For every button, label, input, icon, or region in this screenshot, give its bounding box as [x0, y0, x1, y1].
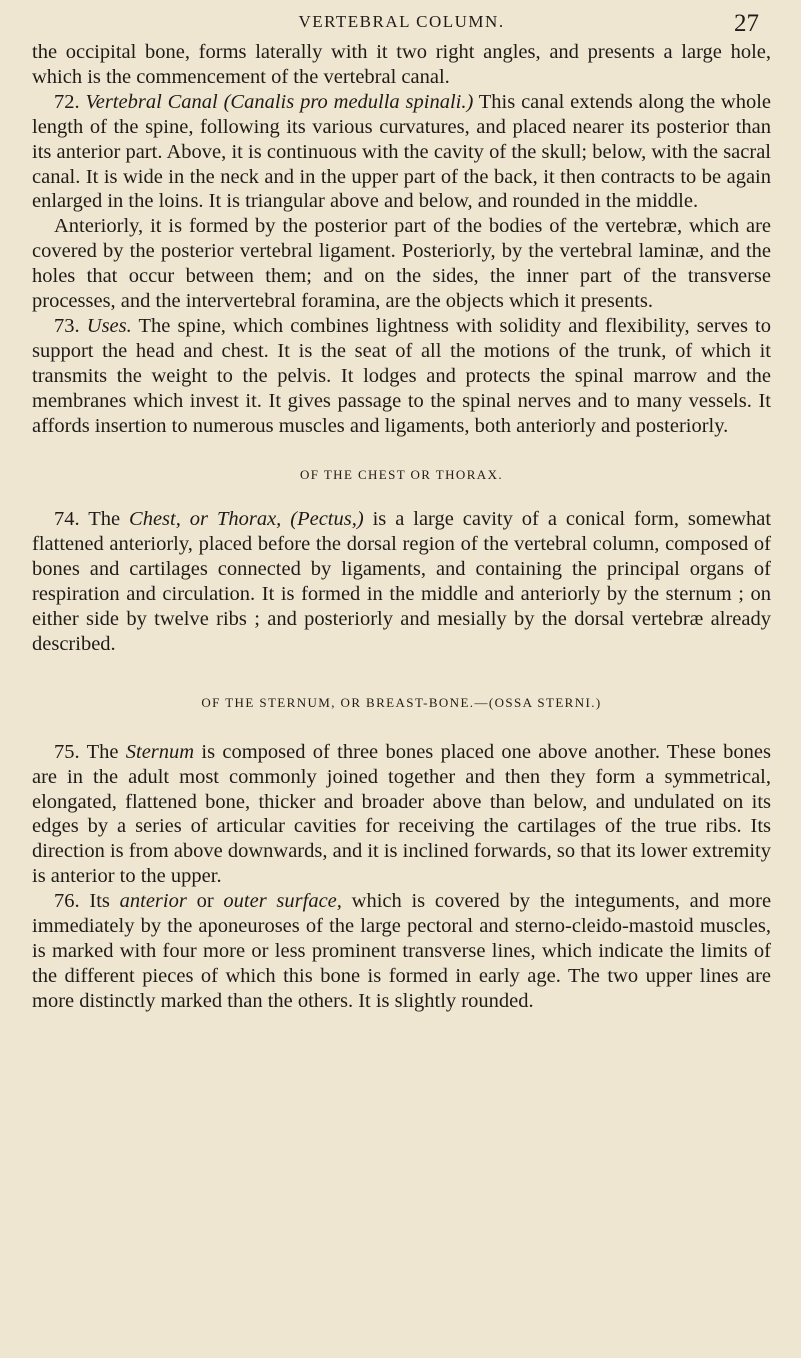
paragraph-72b — [32, 214, 771, 314]
section-heading-chest: OF THE CHEST OR THORAX. — [299, 466, 504, 482]
paragraph-76-anterior: anterior — [119, 890, 187, 913]
page-number: 27 — [734, 10, 759, 37]
paragraph-76 — [32, 889, 771, 1014]
running-header — [32, 10, 771, 40]
paragraph-72-text-a: This canal extends along the whole length of the spine, following its various curvatures, and placed nearer its posterior than its anterior part. Above, it is continuous with the cavity of the skull; below, with the sacral canal. It is wide in the neck and in the upper part of the back, it then contracts to be again enlarged in the loins. It is triangular above and below, and rounded in the middle. — [32, 90, 772, 213]
paragraph-73 — [32, 314, 771, 439]
paragraph-72-latin: (Canalis pro medulla spinali.) — [223, 90, 474, 113]
paragraph-76-outer: outer surface, — [223, 890, 342, 913]
paragraph-76-or: or — [196, 890, 214, 913]
paragraph-74 — [32, 507, 771, 656]
paragraph-72-text-b: Anteriorly, it is formed by the posterior part of the bodies of the vertebræ, which are covered by the posterior vertebral ligament. Posteriorly, by the vertebral laminæ, and the holes that occur between them; and on the sides, the inner part of the transverse processes, and the intervertebral foramina, are the objects which it presents. — [32, 215, 771, 313]
paragraph-75-sternum: Sternum — [125, 740, 195, 763]
paragraph-74-number: 74. — [54, 508, 80, 531]
paragraph-73-text: The spine, which combines lightness with solidity and flexibility, serves to support the head and chest. It is the seat of all the motions of the trunk, of which it transmits the weight to the pelvis. It lodges and protects the spinal marrow and the membranes which invest it. It gives passage to the spinal nerves and to many vessels. It affords insertion to numerous muscles and ligaments, both anteriorly and posteriorly. — [32, 314, 772, 437]
paragraph-76-number: 76. — [54, 890, 80, 913]
paragraph-73-title: Uses. — [86, 314, 132, 337]
paragraph-72 — [32, 90, 771, 215]
paragraph-74-text: is a large cavity of a conical form, somewhat flattened anteriorly, placed before the dorsal region of the vertebral column, composed of bones and cartilages connected by ligaments, and containing the principal organs of respiration and circulation. It is formed in the middle and anteriorly by the sternum ; on either side by twelve ribs ; and posteriorly and mesially by the dorsal vertebræ already described. — [32, 508, 772, 655]
paragraph-75-text: is composed of three bones placed one above another. These bones are in the adult most commonly joined together and then they form a symmetrical, elongated, flattened bone, thicker and broader above than below, and undulated on its edges by a series of articular cavities for receiving the cartilages of the true ribs. Its direction is from above downwards, and it is inclined forwards, so that its lower extremity is anterior to the upper. — [32, 740, 772, 888]
paragraph-intro — [32, 40, 771, 90]
page-body — [32, 40, 771, 1014]
section-heading-sternum: OF THE STERNUM, OR BREAST-BONE.—(OSSA STERNI.) — [201, 694, 602, 710]
paragraph-76-pre: Its — [89, 890, 110, 913]
paragraph-75-pre: The — [86, 740, 119, 763]
paragraph-74-or: or — [189, 508, 209, 531]
paragraph-74-pectus: (Pectus,) — [290, 508, 364, 531]
running-title: VERTEBRAL COLUMN. — [298, 12, 505, 31]
paragraph-75 — [32, 740, 771, 889]
paragraph-72-title: Vertebral Canal — [85, 90, 218, 113]
paragraph-74-pre: The — [88, 508, 121, 531]
intro-text: the occipital bone, forms laterally with it two right angles, and presents a large hole, which is the commencement of the vertebral canal. — [32, 41, 771, 88]
paragraph-74-thorax: Thorax, — [216, 508, 282, 531]
paragraph-72-number: 72. — [54, 90, 80, 113]
paragraph-76-text: which is covered by the integuments, and more immediately by the aponeuroses of the large pectoral and sterno-cleido-mastoid muscles, is marked with four more or less prominent transverse lines, which indicate the limits of the different pieces of which this bone is formed in early age. The two upper lines are more distinctly marked than the others. It is slightly rounded. — [32, 890, 772, 1012]
paragraph-74-chest: Chest, — [129, 508, 181, 531]
paragraph-75-number: 75. — [54, 740, 80, 763]
paragraph-73-number: 73. — [54, 314, 80, 337]
